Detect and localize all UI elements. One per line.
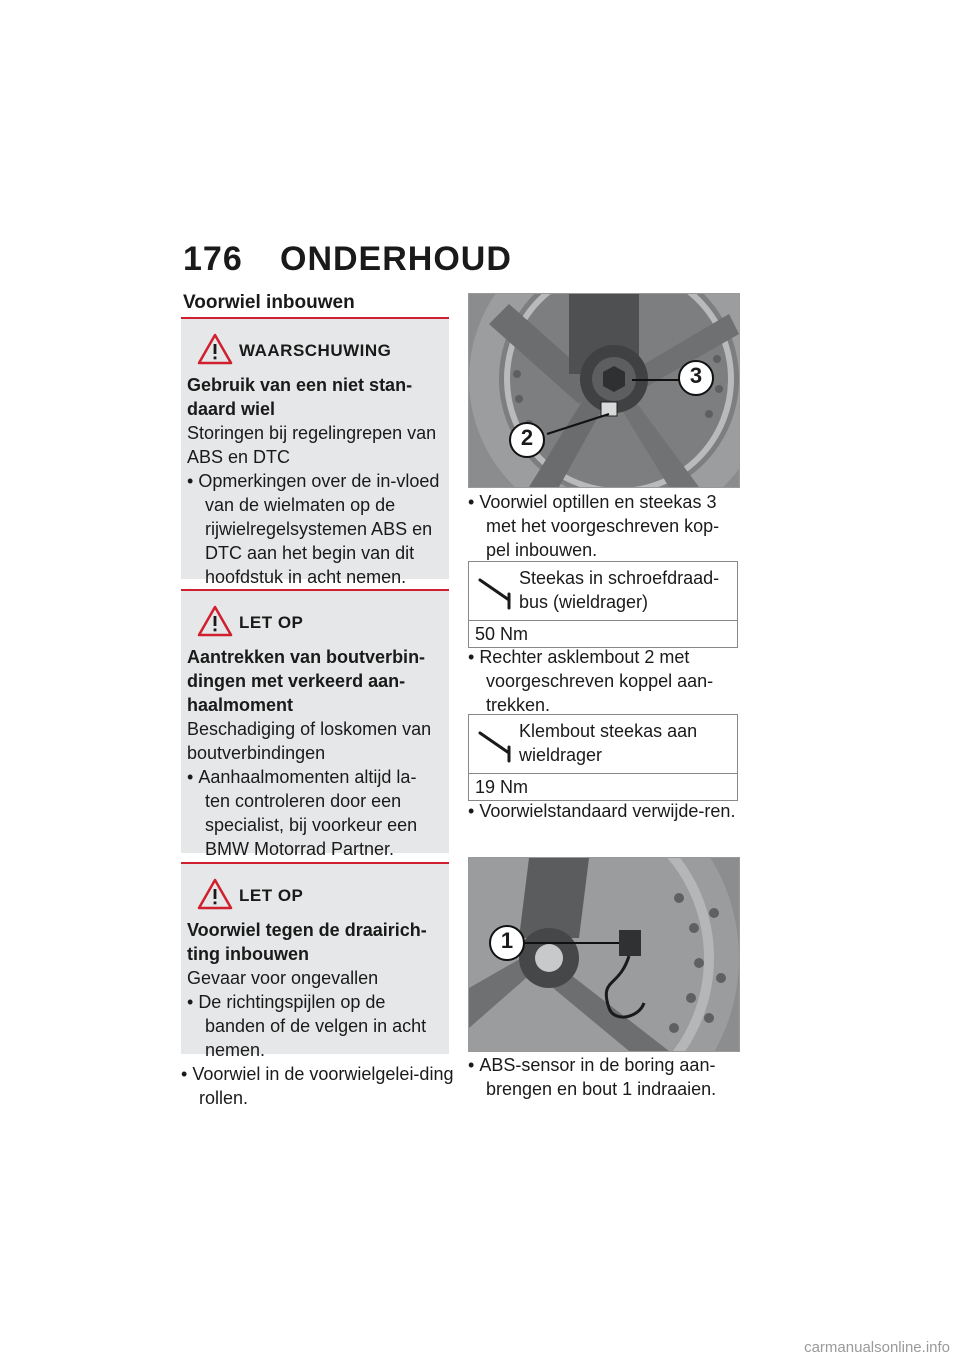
- torque-wrench-icon: [477, 725, 517, 765]
- warning-label: WAARSCHUWING: [239, 341, 392, 360]
- warning-triangle-icon: [197, 878, 233, 910]
- warning-box-1: [181, 317, 449, 587]
- page-number: 176: [183, 240, 243, 278]
- torque-wrench-icon: [477, 572, 517, 612]
- torque-desc: Steekas in schroefdraad-bus (wieldrager): [519, 568, 720, 612]
- abs-sensor-illustration: [469, 858, 739, 1051]
- caution-title: Aantrekken van boutverbin-dingen met verkeerd aan-haalmoment: [187, 647, 426, 715]
- caution-box-1: [181, 589, 449, 859]
- step-abs-sensor: • ABS-sensor in de boring aan-brengen en bout 1 indraaien.: [468, 1053, 740, 1101]
- warning-triangle-icon: [197, 605, 233, 637]
- caution-bullet: • Aanhaalmomenten altijd la-ten controleren door een specialist, bij voorkeur een BMW Motorrad Partner.: [187, 765, 441, 861]
- warning-title: Gebruik van een niet stan-daard wiel: [187, 375, 413, 419]
- step-lift-wheel: • Voorwiel optillen en steekas 3 met het voorgeschreven kop-pel inbouwen.: [468, 490, 740, 562]
- caution-bullet: • De richtingspijlen op de banden of de velgen in acht nemen.: [187, 990, 441, 1062]
- callout-3: 3: [689, 363, 703, 388]
- warning-text: Storingen bij regelingrepen van ABS en DTC: [187, 423, 437, 467]
- section-title: Voorwiel inbouwen: [183, 292, 355, 313]
- caution-text: Gevaar voor ongevallen: [187, 968, 379, 988]
- caution-title: Voorwiel tegen de draairich-ting inbouwen: [187, 920, 427, 964]
- caution-label: LET OP: [239, 886, 304, 905]
- caution-text: Beschadiging of loskomen van boutverbindingen: [187, 719, 432, 763]
- wheel-axle-illustration: [469, 294, 739, 487]
- torque-spec-1: [468, 561, 738, 648]
- callout-1: 1: [500, 928, 514, 953]
- torque-desc: Klembout steekas aan wieldrager: [519, 721, 698, 765]
- abs-sensor-photo: [468, 857, 740, 1052]
- torque-spec-2: [468, 714, 738, 801]
- watermark: carmanualsonline.info: [804, 1339, 950, 1356]
- warning-triangle-icon: [197, 333, 233, 365]
- wheel-axle-photo: [468, 293, 740, 488]
- chapter-title: ONDERHOUD: [280, 240, 512, 278]
- step-clamp-bolt: • Rechter asklembout 2 met voorgeschreven koppel aan-trekken.: [468, 645, 740, 717]
- step-roll-wheel: • Voorwiel in de voorwielgelei-ding rollen.: [181, 1062, 467, 1110]
- caution-label: LET OP: [239, 613, 304, 632]
- caution-box-2: [181, 862, 449, 1060]
- warning-bullet: • Opmerkingen over de in-vloed van de wielmaten op de rijwielregelsystemen ABS en DTC aan het begin van dit hoofdstuk in acht nemen.: [187, 469, 441, 589]
- step-remove-stand: • Voorwielstandaard verwijde-ren.: [468, 799, 740, 823]
- torque-value: 19 Nm: [475, 777, 529, 797]
- callout-2: 2: [520, 425, 534, 450]
- torque-value: 50 Nm: [475, 624, 529, 644]
